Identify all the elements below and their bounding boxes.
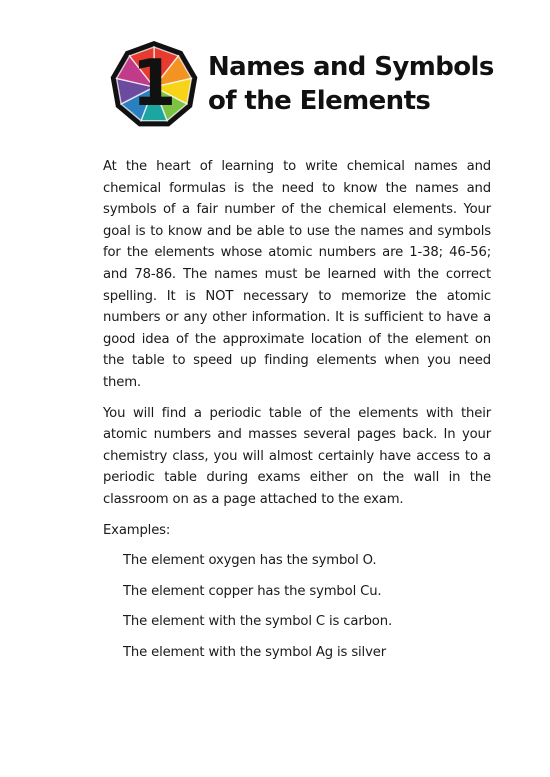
example-item: The element oxygen has the symbol O. xyxy=(123,553,377,569)
example-item: The element copper has the symbol Cu. xyxy=(123,583,382,599)
paragraph-intro: At the heart of learning to write chemical names and chemical formulas is the need to know the names and symbols of a fair number of the chemical elements. Your goal is to know and be able to use the names and symbols for the elements whose atomic numbers are 1-38; 46-56; and 78-86. The names must be learned with the correct spelling. It is NOT necessary to memorize the atomic numbers or any other information. It is sufficient to have a good idea of the approximate location of the element on the table to speed up finding elements when you need them. xyxy=(103,159,491,390)
body-text xyxy=(103,156,491,672)
chapter-header xyxy=(106,40,506,130)
example-item: The element with the symbol C is carbon. xyxy=(123,614,392,630)
paragraph-periodic-table: You will find a periodic table of the elements with their atomic numbers and masses several pages back. In your chemistry class, you will almost certainly have access to a periodic table during exams either on the wall in the classroom on as a page attached to the exam. xyxy=(103,405,491,507)
examples-label: Examples: xyxy=(103,522,171,538)
chapter-title-line-1: Names and Symbols xyxy=(208,52,494,82)
example-item: The element with the symbol Ag is silver xyxy=(123,644,386,660)
chapter-title xyxy=(208,50,508,118)
chapter-title-line-2: of the Elements xyxy=(208,86,431,116)
chapter-number: 1 xyxy=(131,47,177,121)
chapter-badge-icon xyxy=(106,40,202,130)
